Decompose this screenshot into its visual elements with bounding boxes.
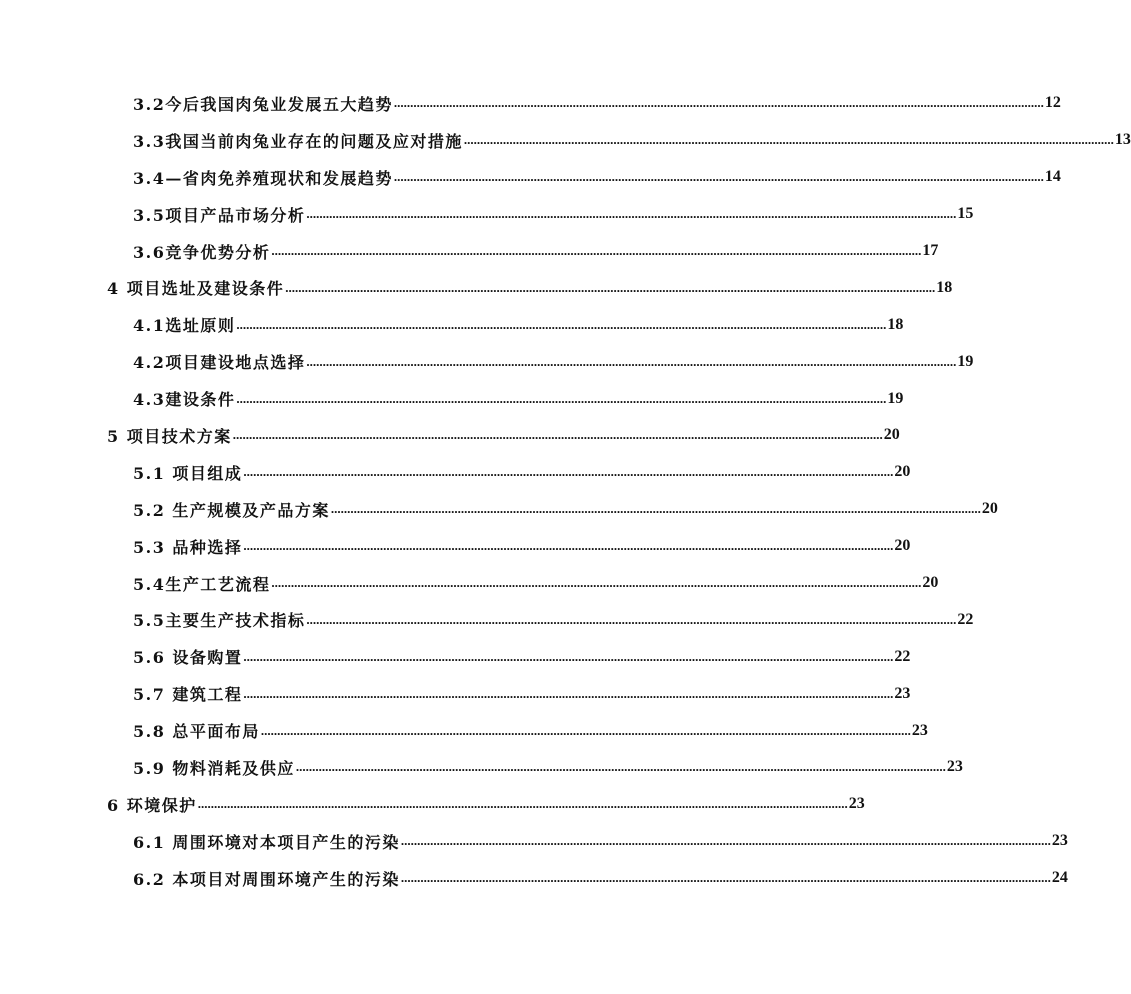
dot-leader: ........................................................................................................................................................................................................ (400, 833, 1051, 849)
toc-entry-label: 5.6 设备购置 (133, 648, 243, 668)
toc-entry-label: 4 项目选址及建设条件 (107, 279, 285, 299)
toc-entry[interactable] (0, 306, 904, 343)
toc-entry-label: 3.6竞争优势分析 (133, 242, 271, 262)
toc-entry-page: 20 (883, 426, 900, 444)
toc-entry-label: 4.2项目建设地点选择 (133, 353, 306, 373)
toc-entry[interactable] (0, 712, 928, 749)
toc-entry[interactable] (0, 491, 998, 528)
dot-leader: ........................................................................................................................................................................................................ (306, 611, 957, 627)
toc-entry-page: 18 (887, 315, 904, 333)
toc-entry-label: 3.4—省肉免养殖现状和发展趋势 (133, 168, 393, 188)
toc-entry[interactable] (0, 601, 974, 638)
toc-entry-page: 13 (1114, 131, 1131, 149)
toc-entry-label: 3.2今后我国肉兔业发展五大趋势 (133, 94, 393, 114)
toc-entry-page: 20 (894, 463, 911, 481)
toc-entry-page: 23 (1051, 832, 1068, 850)
dot-leader: ........................................................................................................................................................................................................ (271, 575, 922, 591)
dot-leader: ........................................................................................................................................................................................................ (236, 390, 887, 406)
toc-entry-label: 6.1 周围环境对本项目产生的污染 (133, 832, 400, 852)
toc-entry-label: 6 环境保护 (107, 795, 197, 815)
dot-leader: ........................................................................................................................................................................................................ (243, 538, 894, 554)
toc-entry-page: 19 (957, 352, 974, 370)
toc-entry-page: 20 (894, 537, 911, 555)
dot-leader: ........................................................................................................................................................................................................ (260, 722, 911, 738)
dot-leader: ........................................................................................................................................................................................................ (393, 95, 1044, 111)
toc-entry-label: 5.3 品种选择 (133, 537, 243, 557)
toc-entry-label: 5.7 建筑工程 (133, 685, 243, 705)
toc-entry-page: 23 (946, 758, 963, 776)
dot-leader: ........................................................................................................................................................................................................ (285, 279, 936, 295)
dot-leader: ........................................................................................................................................................................................................ (295, 759, 946, 775)
toc-entry-page: 19 (887, 389, 904, 407)
toc-entry[interactable] (0, 565, 939, 602)
dot-leader: ........................................................................................................................................................................................................ (393, 169, 1044, 185)
toc-entry-label: 3.5项目产品市场分析 (133, 205, 306, 225)
toc-entry[interactable] (0, 159, 1061, 196)
toc-entry-label: 5.1 项目组成 (133, 463, 243, 483)
toc-entry[interactable] (0, 233, 939, 270)
toc-entry-page: 22 (894, 647, 911, 665)
dot-leader: ........................................................................................................................................................................................................ (232, 427, 883, 443)
toc-entry[interactable] (0, 343, 974, 380)
toc-entry-page: 22 (957, 610, 974, 628)
toc-entry[interactable] (0, 675, 911, 712)
toc-entry-page: 20 (922, 574, 939, 592)
dot-leader: ........................................................................................................................................................................................................ (400, 870, 1051, 886)
toc-entry[interactable] (0, 85, 1061, 122)
toc-entry[interactable] (0, 417, 900, 454)
toc-entry[interactable] (0, 122, 1131, 159)
toc-entry-page: 17 (922, 242, 939, 259)
toc-entry-label: 4.1选址原则 (133, 316, 236, 336)
dot-leader: ........................................................................................................................................................................................................ (306, 206, 957, 222)
toc-entry[interactable] (0, 380, 904, 417)
dot-leader: ........................................................................................................................................................................................................ (463, 132, 1114, 148)
dot-leader: ........................................................................................................................................................................................................ (306, 353, 957, 369)
toc-entry-page: 18 (936, 278, 953, 296)
table-of-contents (0, 85, 1131, 897)
toc-entry-label: 5.2 生产规模及产品方案 (133, 500, 330, 520)
toc-entry-page: 15 (957, 205, 974, 223)
toc-entry-page: 23 (911, 721, 928, 739)
toc-entry[interactable] (0, 860, 1068, 897)
dot-leader: ........................................................................................................................................................................................................ (243, 464, 894, 480)
toc-entry[interactable] (0, 269, 953, 306)
dot-leader: ........................................................................................................................................................................................................ (271, 243, 922, 258)
toc-entry-label: 5 项目技术方案 (107, 426, 232, 446)
dot-leader: ........................................................................................................................................................................................................ (330, 501, 981, 517)
toc-entry-page: 14 (1044, 168, 1061, 186)
dot-leader: ........................................................................................................................................................................................................ (236, 316, 887, 332)
toc-entry[interactable] (0, 528, 911, 565)
toc-entry[interactable] (0, 454, 911, 491)
toc-entry[interactable] (0, 749, 963, 786)
toc-entry-page: 23 (894, 684, 911, 702)
toc-entry-page: 12 (1044, 94, 1061, 112)
toc-entry-page: 24 (1051, 869, 1068, 887)
toc-entry-label: 4.3建设条件 (133, 390, 236, 410)
toc-entry[interactable] (0, 823, 1068, 860)
toc-entry-label: 5.9 物料消耗及供应 (133, 758, 295, 778)
toc-entry-label: 5.5主要生产技术指标 (133, 611, 306, 631)
toc-entry-label: 3.3我国当前肉兔业存在的问题及应对措施 (133, 131, 463, 151)
toc-entry-label: 5.4生产工艺流程 (133, 574, 271, 594)
toc-entry[interactable] (0, 196, 974, 233)
toc-entry[interactable] (0, 638, 911, 675)
toc-entry-page: 23 (848, 795, 865, 813)
dot-leader: ........................................................................................................................................................................................................ (197, 796, 848, 812)
toc-entry-page: 20 (981, 500, 998, 518)
dot-leader: ........................................................................................................................................................................................................ (243, 685, 894, 701)
toc-entry-label: 6.2 本项目对周围环境产生的污染 (133, 869, 400, 889)
toc-entry[interactable] (0, 786, 865, 823)
dot-leader: ........................................................................................................................................................................................................ (243, 648, 894, 664)
toc-entry-label: 5.8 总平面布局 (133, 722, 260, 742)
